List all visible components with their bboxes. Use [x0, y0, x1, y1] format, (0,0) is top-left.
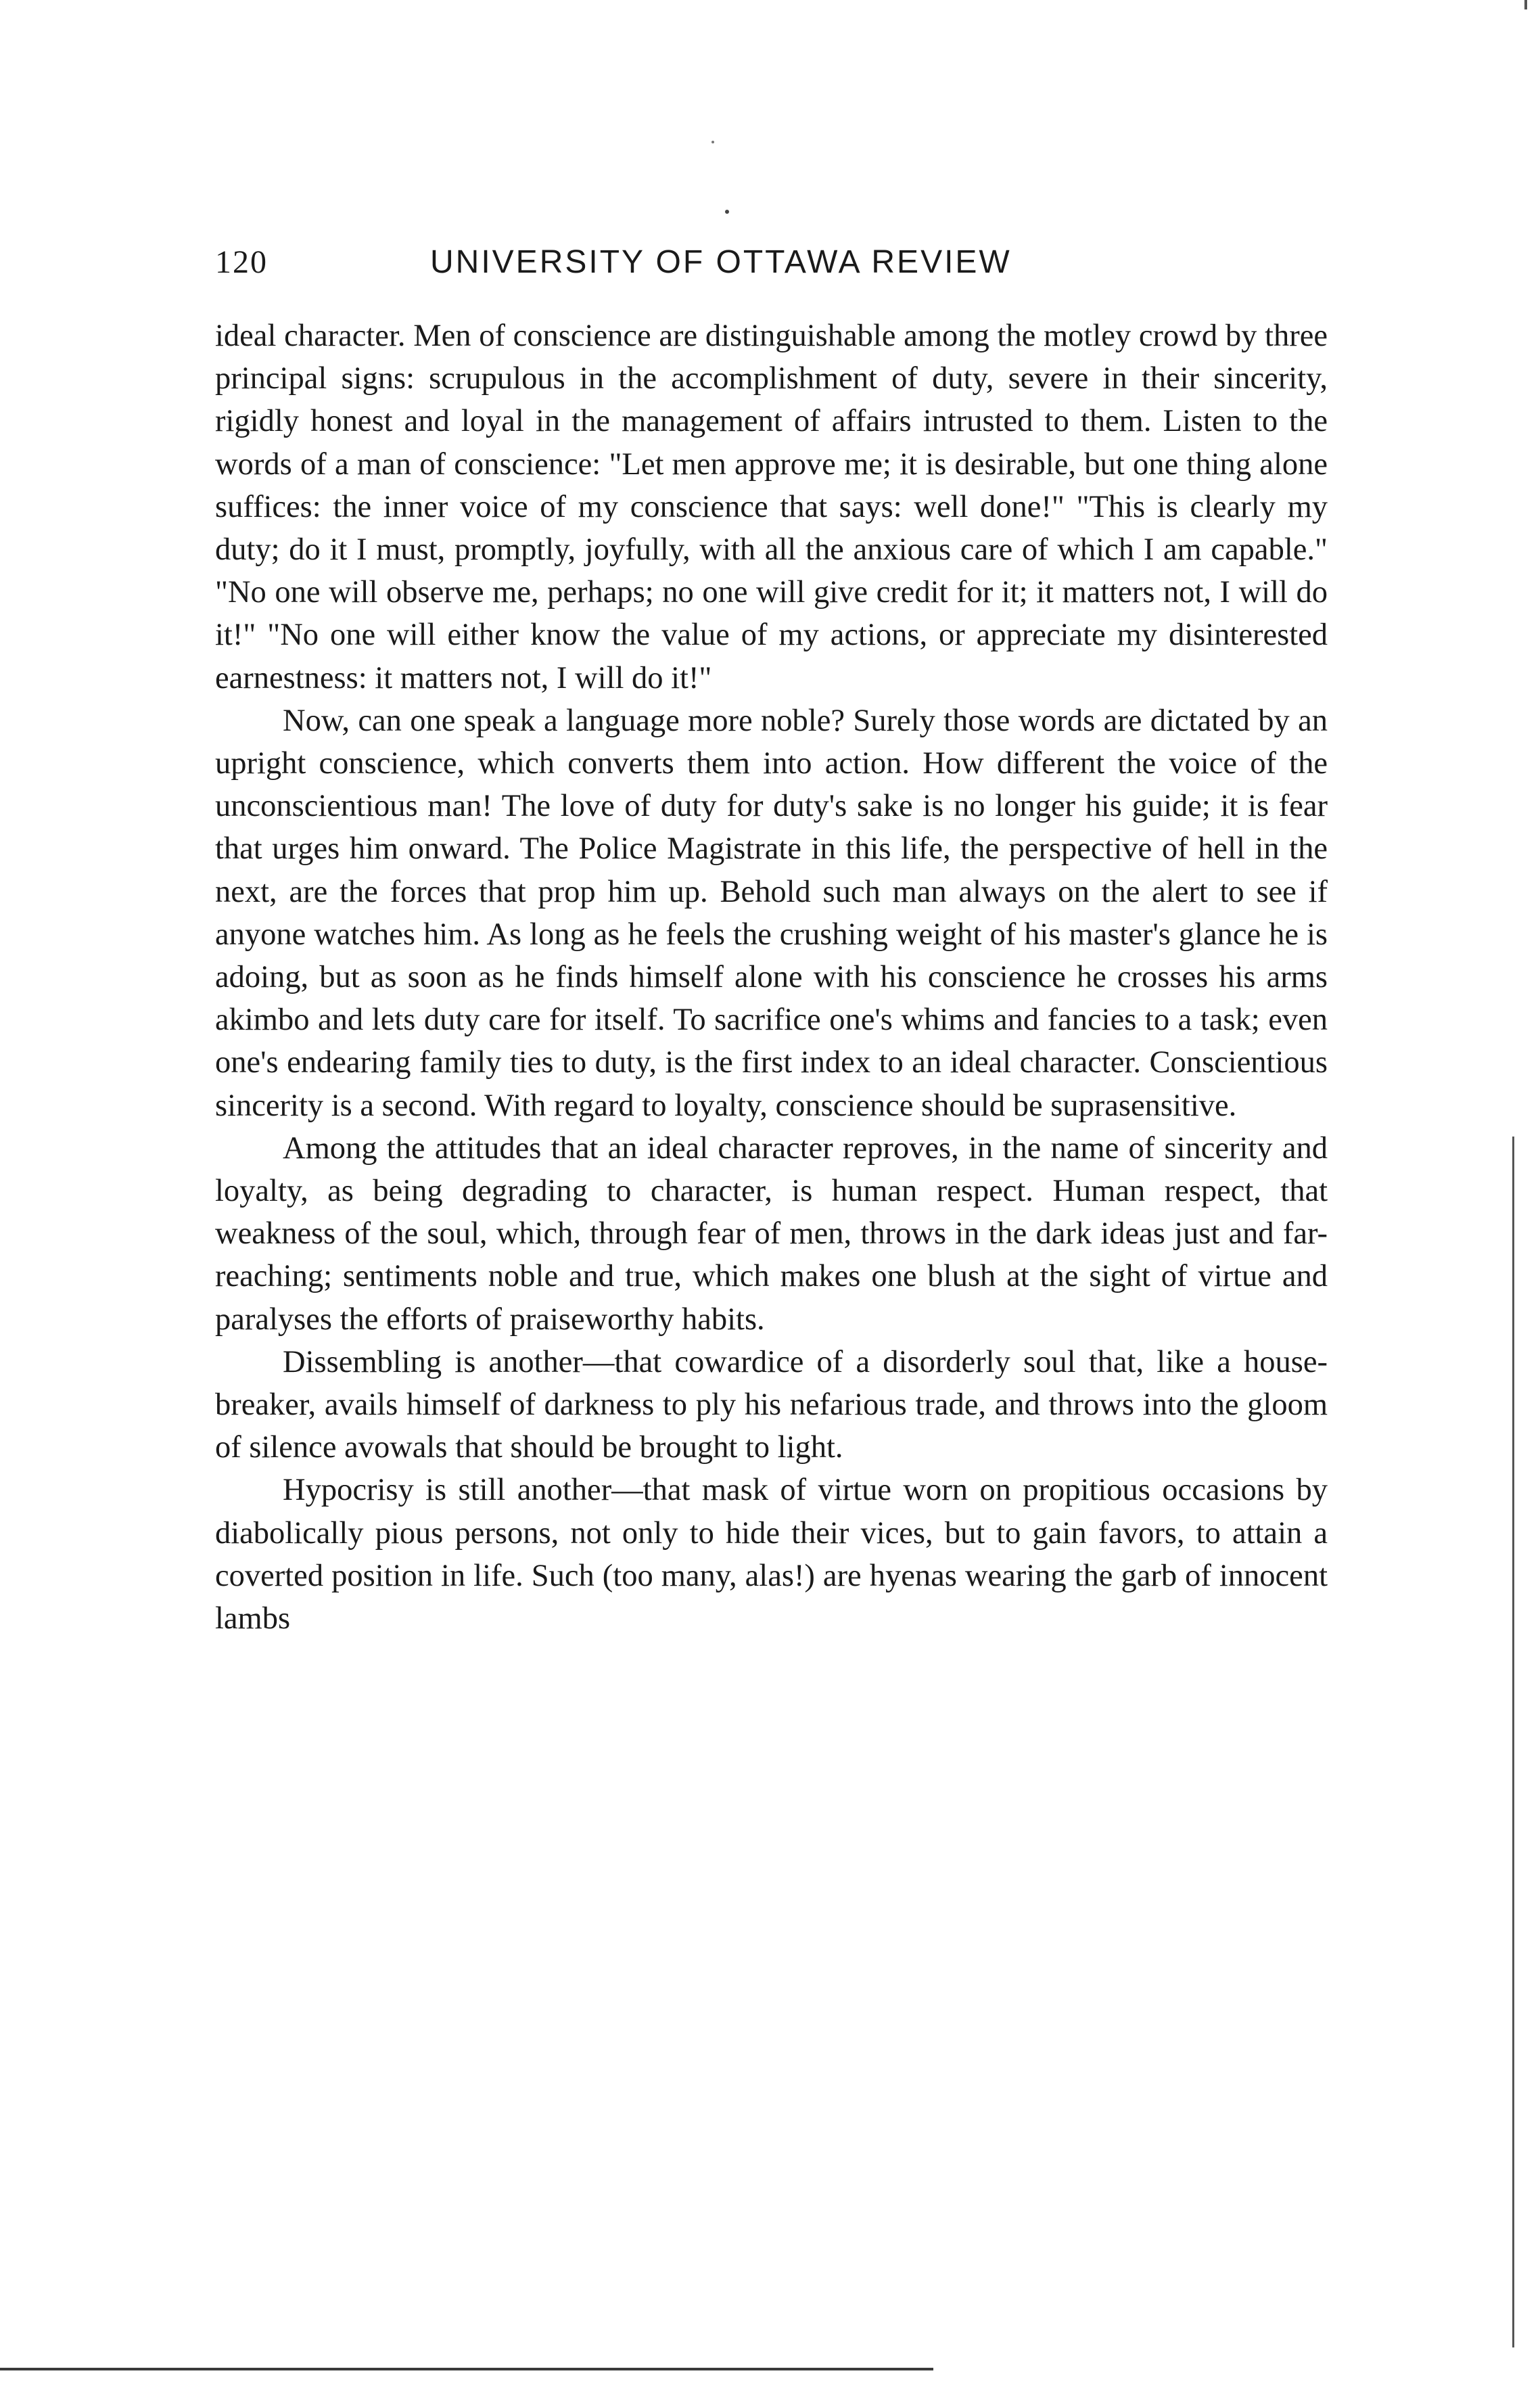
- paragraph: Now, can one speak a language more noble? Surely those words are dictated by an upright conscience, which converts them into action. How different the voice of the unconscientious man! The love of duty for duty's sake is no longer his guide; it is fear that urges him onward. The Police Magistrate in this life, the perspective of hell in the next, are the forces that prop him up. Behold such man always on the alert to see if anyone watches him. As long as he feels the crushing weight of his master's glance he is adoing, but as soon as he finds himself alone with his conscience he crosses his arms akimbo and lets duty care for itself. To sacrifice one's whims and fancies to a task; even one's endearing family ties to duty, is the first index to an ideal character. Conscientious sincerity is a second. With regard to loyalty, conscience should be suprasensitive.: [215, 703, 1328, 1123]
- page-edge-rule: [1512, 1137, 1514, 2347]
- scan-speck: [725, 210, 729, 214]
- paragraph: Dissembling is another—that cowardice of a disorderly soul that, like a house-breaker, avails himself of darkness to ply his nefarious trade, and throws into the gloom of silence avowals that should be brought to light.: [215, 1344, 1328, 1465]
- paragraph: Hypocrisy is still another—that mask of virtue worn on propitious occasions by diabolically pious persons, not only to hide their vices, but to gain favors, to attain a coverted position in life. Such (too many, alas!) are hyenas wearing the garb of innocent lambs: [215, 1473, 1328, 1636]
- page-header: [215, 238, 1328, 287]
- page-bottom-rule: [0, 2368, 933, 2370]
- running-title: UNIVERSITY OF OTTAWA REVIEW: [430, 244, 1012, 280]
- scan-speck: [1524, 0, 1527, 9]
- paragraph: ideal character. Men of conscience are distinguishable among the motley crowd by three principal signs: scrupulous in the accomplishment of duty, severe in their sincerity, rigidly honest and loyal in the management of affairs intrusted to them. Listen to the words of a man of conscience: "Let men approve me; it is desirable, but one thing alone suffices: the inner voice of my conscience that says: well done!" "This is clearly my duty; do it I must, promptly, joyfully, with all the anxious care of which I am capable." "No one will observe me, perhaps; no one will give credit for it; it matters not, I will do it!" "No one will either know the value of my actions, or appreciate my disinterested earnestness: it matters not, I will do it!": [215, 319, 1328, 695]
- paragraph: Among the attitudes that an ideal character reproves, in the name of sincerity and loyalty, as being degrading to character, is human respect. Human respect, that weakness of the soul, which, through fear of men, throws in the dark ideas just and far-reaching; sentiments noble and true, which makes one blush at the sight of virtue and paralyses the efforts of praiseworthy habits.: [215, 1130, 1328, 1337]
- scan-speck: [711, 141, 714, 143]
- page-number: 120: [215, 244, 268, 280]
- article-body: [215, 315, 1328, 1640]
